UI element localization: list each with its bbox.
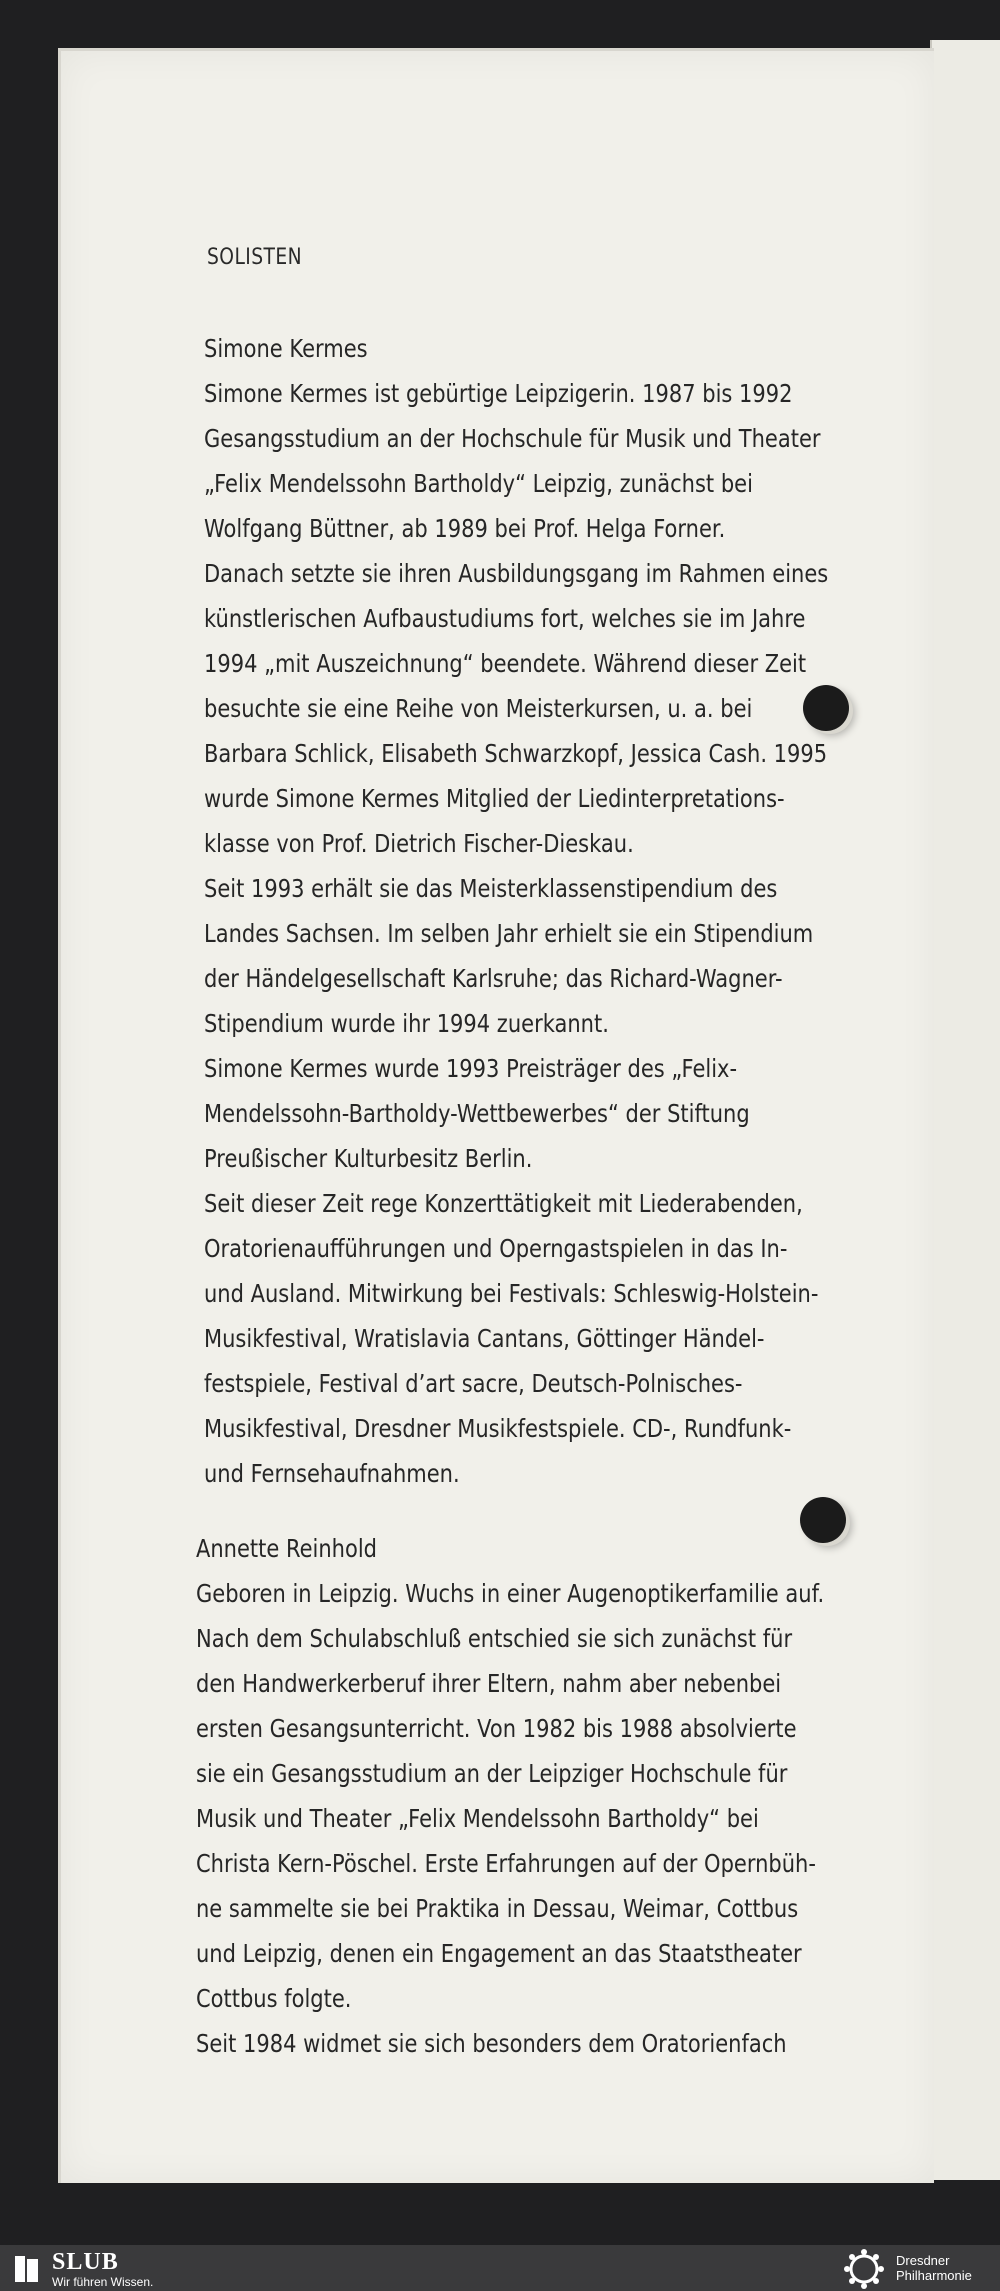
punch-hole xyxy=(800,1497,846,1543)
slub-logo-text[interactable]: SLUB xyxy=(52,2249,119,2275)
bio-line: Cottbus folgte. xyxy=(196,1984,352,2013)
bio-line: Christa Kern-Pöschel. Erste Erfahrungen auf der Opernbüh- xyxy=(196,1849,816,1878)
bio-line: 1994 „mit Auszeichnung“ beendete. Während dieser Zeit xyxy=(204,649,807,678)
bio-line: wurde Simone Kermes Mitglied der Liedinterpretations- xyxy=(204,784,785,813)
bio-line: Seit 1993 erhält sie das Meisterklassenstipendium des xyxy=(204,874,778,903)
bio-line: Gesangsstudium an der Hochschule für Musik und Theater xyxy=(204,424,821,453)
bio-line: den Handwerkerberuf ihrer Eltern, nahm aber nebenbei xyxy=(196,1669,782,1698)
soloist-name: Annette Reinhold xyxy=(196,1534,378,1563)
bio-line: ersten Gesangsunterricht. Von 1982 bis 1988 absolvierte xyxy=(196,1714,797,1743)
bio-line: Musik und Theater „Felix Mendelssohn Bartholdy“ bei xyxy=(196,1804,759,1833)
bio-line: Seit dieser Zeit rege Konzerttätigkeit mit Liederabenden, xyxy=(204,1189,803,1218)
bio-line: Seit 1984 widmet sie sich besonders dem Oratorienfach xyxy=(196,2029,787,2058)
bio-line: ne sammelte sie bei Praktika in Dessau, Weimar, Cottbus xyxy=(196,1894,799,1923)
bio-section-annette-reinhold xyxy=(196,1526,824,2066)
bio-line: Oratorienaufführungen und Operngastspielen in das In- xyxy=(204,1234,788,1263)
bio-line: und Fernsehaufnahmen. xyxy=(204,1459,460,1488)
bio-line: Wolfgang Büttner, ab 1989 bei Prof. Helga Forner. xyxy=(204,514,726,543)
slub-slogan: Wir führen Wissen. xyxy=(52,2275,154,2289)
bio-line: sie ein Gesangsstudium an der Leipziger Hochschule für xyxy=(196,1759,788,1788)
soloist-name: Simone Kermes xyxy=(204,334,368,363)
bio-line: Stipendium wurde ihr 1994 zuerkannt. xyxy=(204,1009,609,1038)
bio-line: besuchte sie eine Reihe von Meisterkursen, u. a. bei xyxy=(204,694,753,723)
punch-hole xyxy=(803,685,849,731)
bio-line: künstlerischen Aufbaustudiums fort, welches sie im Jahre xyxy=(204,604,806,633)
bio-line: klasse von Prof. Dietrich Fischer-Dieskau. xyxy=(204,829,634,858)
philharmonie-logo-text[interactable] xyxy=(896,2253,972,2283)
bio-section-simone-kermes xyxy=(204,326,828,1496)
next-page-edge xyxy=(930,40,1000,2180)
sunburst-logo-icon xyxy=(843,2249,885,2289)
bio-line: Musikfestival, Dresdner Musikfestspiele. CD-, Rundfunk- xyxy=(204,1414,792,1443)
bio-line: Landes Sachsen. Im selben Jahr erhielt sie ein Stipendium xyxy=(204,919,814,948)
bio-line: und Leipzig, denen ein Engagement an das Staatstheater xyxy=(196,1939,802,1968)
book-icon xyxy=(14,2255,40,2283)
bio-line: Simone Kermes wurde 1993 Preisträger des „Felix- xyxy=(204,1054,738,1083)
philharmonie-name-line1: Dresdner xyxy=(896,2253,950,2268)
viewer-footer xyxy=(0,2245,1000,2291)
bio-line: Mendelssohn-Bartholdy-Wettbewerbes“ der Stiftung xyxy=(204,1099,750,1128)
bio-line: Preußischer Kulturbesitz Berlin. xyxy=(204,1144,533,1173)
bio-line: Simone Kermes ist gebürtige Leipzigerin. 1987 bis 1992 xyxy=(204,379,793,408)
bio-line: Musikfestival, Wratislavia Cantans, Göttinger Händel- xyxy=(204,1324,765,1353)
bio-line: festspiele, Festival d’art sacre, Deutsch-Polnisches- xyxy=(204,1369,743,1398)
bio-line: Nach dem Schulabschluß entschied sie sich zunächst für xyxy=(196,1624,793,1653)
bio-line: Geboren in Leipzig. Wuchs in einer Augenoptikerfamilie auf. xyxy=(196,1579,825,1608)
philharmonie-name-line2: Philharmonie xyxy=(896,2268,972,2283)
bio-line: „Felix Mendelssohn Bartholdy“ Leipzig, zunächst bei xyxy=(204,469,753,498)
bio-line: Danach setzte sie ihren Ausbildungsgang im Rahmen eines xyxy=(204,559,829,588)
bio-line: und Ausland. Mitwirkung bei Festivals: Schleswig-Holstein- xyxy=(204,1279,819,1308)
bio-line: Barbara Schlick, Elisabeth Schwarzkopf, Jessica Cash. 1995 xyxy=(204,739,828,768)
bio-line: der Händelgesellschaft Karlsruhe; das Richard-Wagner- xyxy=(204,964,783,993)
page-heading: SOLISTEN xyxy=(207,245,303,270)
